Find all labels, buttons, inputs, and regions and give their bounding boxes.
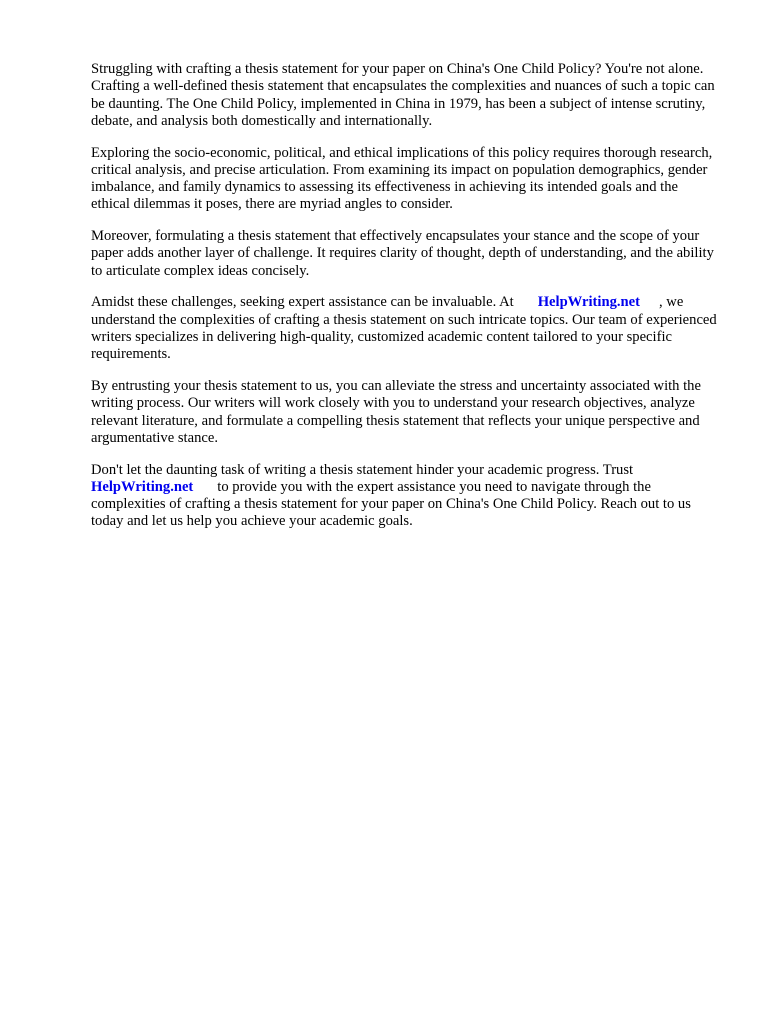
- paragraph-challenge: Moreover, formulating a thesis statement that effectively encapsulates your stance and the scope of your paper adds another layer of challenge. It requires clarity of thought, depth of understanding, and the ability to articulate complex ideas concisely.: [91, 228, 714, 279]
- paragraph-intro: Struggling with crafting a thesis statement for your paper on China's One Child Policy? You're not alone. Crafting a well-defined thesis statement that encapsulates the complexities and nuances of such a topic can be daunting. The One Child Policy, implemented in China in 1979, has been a subject of intense scrutiny, debate, and analysis both domestically and internationally.: [91, 61, 715, 129]
- paragraph-closing-tail: to provide you with the expert assistance you need to navigate through the complexities of crafting a thesis statement for your paper on China's One Child Policy. Reach out to us today and let us help you achieve your academic goals.: [91, 478, 691, 530]
- paragraph-implications: Exploring the socio-economic, political, and ethical implications of this policy requires thorough research, critical analysis, and precise articulation. From examining its impact on population demographics, gender imbalance, and family dynamics to assessing its effectiveness in achieving its intended goals and the ethical dilemmas it poses, there are myriad angles to consider.: [91, 144, 713, 213]
- paragraph-assistance-lead: Amidst these challenges, seeking expert assistance can be invaluable. At: [91, 294, 514, 311]
- paragraph-assistance: [91, 294, 719, 363]
- paragraph-entrusting: By entrusting your thesis statement to us, you can alleviate the stress and uncertainty associated with the writing process. Our writers will work closely with you to understand your research objectives, analyze relevant literature, and formulate a compelling thesis statement that reflects your unique perspective and argumentative stance.: [91, 378, 701, 446]
- helpwriting-link[interactable]: HelpWriting.net: [537, 294, 640, 311]
- paragraph-closing-lead: Don't let the daunting task of writing a thesis statement hinder your academic progress. Trust: [91, 461, 634, 478]
- document-body: [91, 61, 719, 545]
- paragraph-assistance-tail: , we understand the complexities of crafting a thesis statement on such intricate topics. Our team of experienced writers specializes in delivering high-quality, customized academic content tailored to your specific requirements.: [91, 294, 717, 363]
- helpwriting-link-closing[interactable]: HelpWriting.net: [91, 478, 194, 495]
- paragraph-closing: [91, 462, 719, 531]
